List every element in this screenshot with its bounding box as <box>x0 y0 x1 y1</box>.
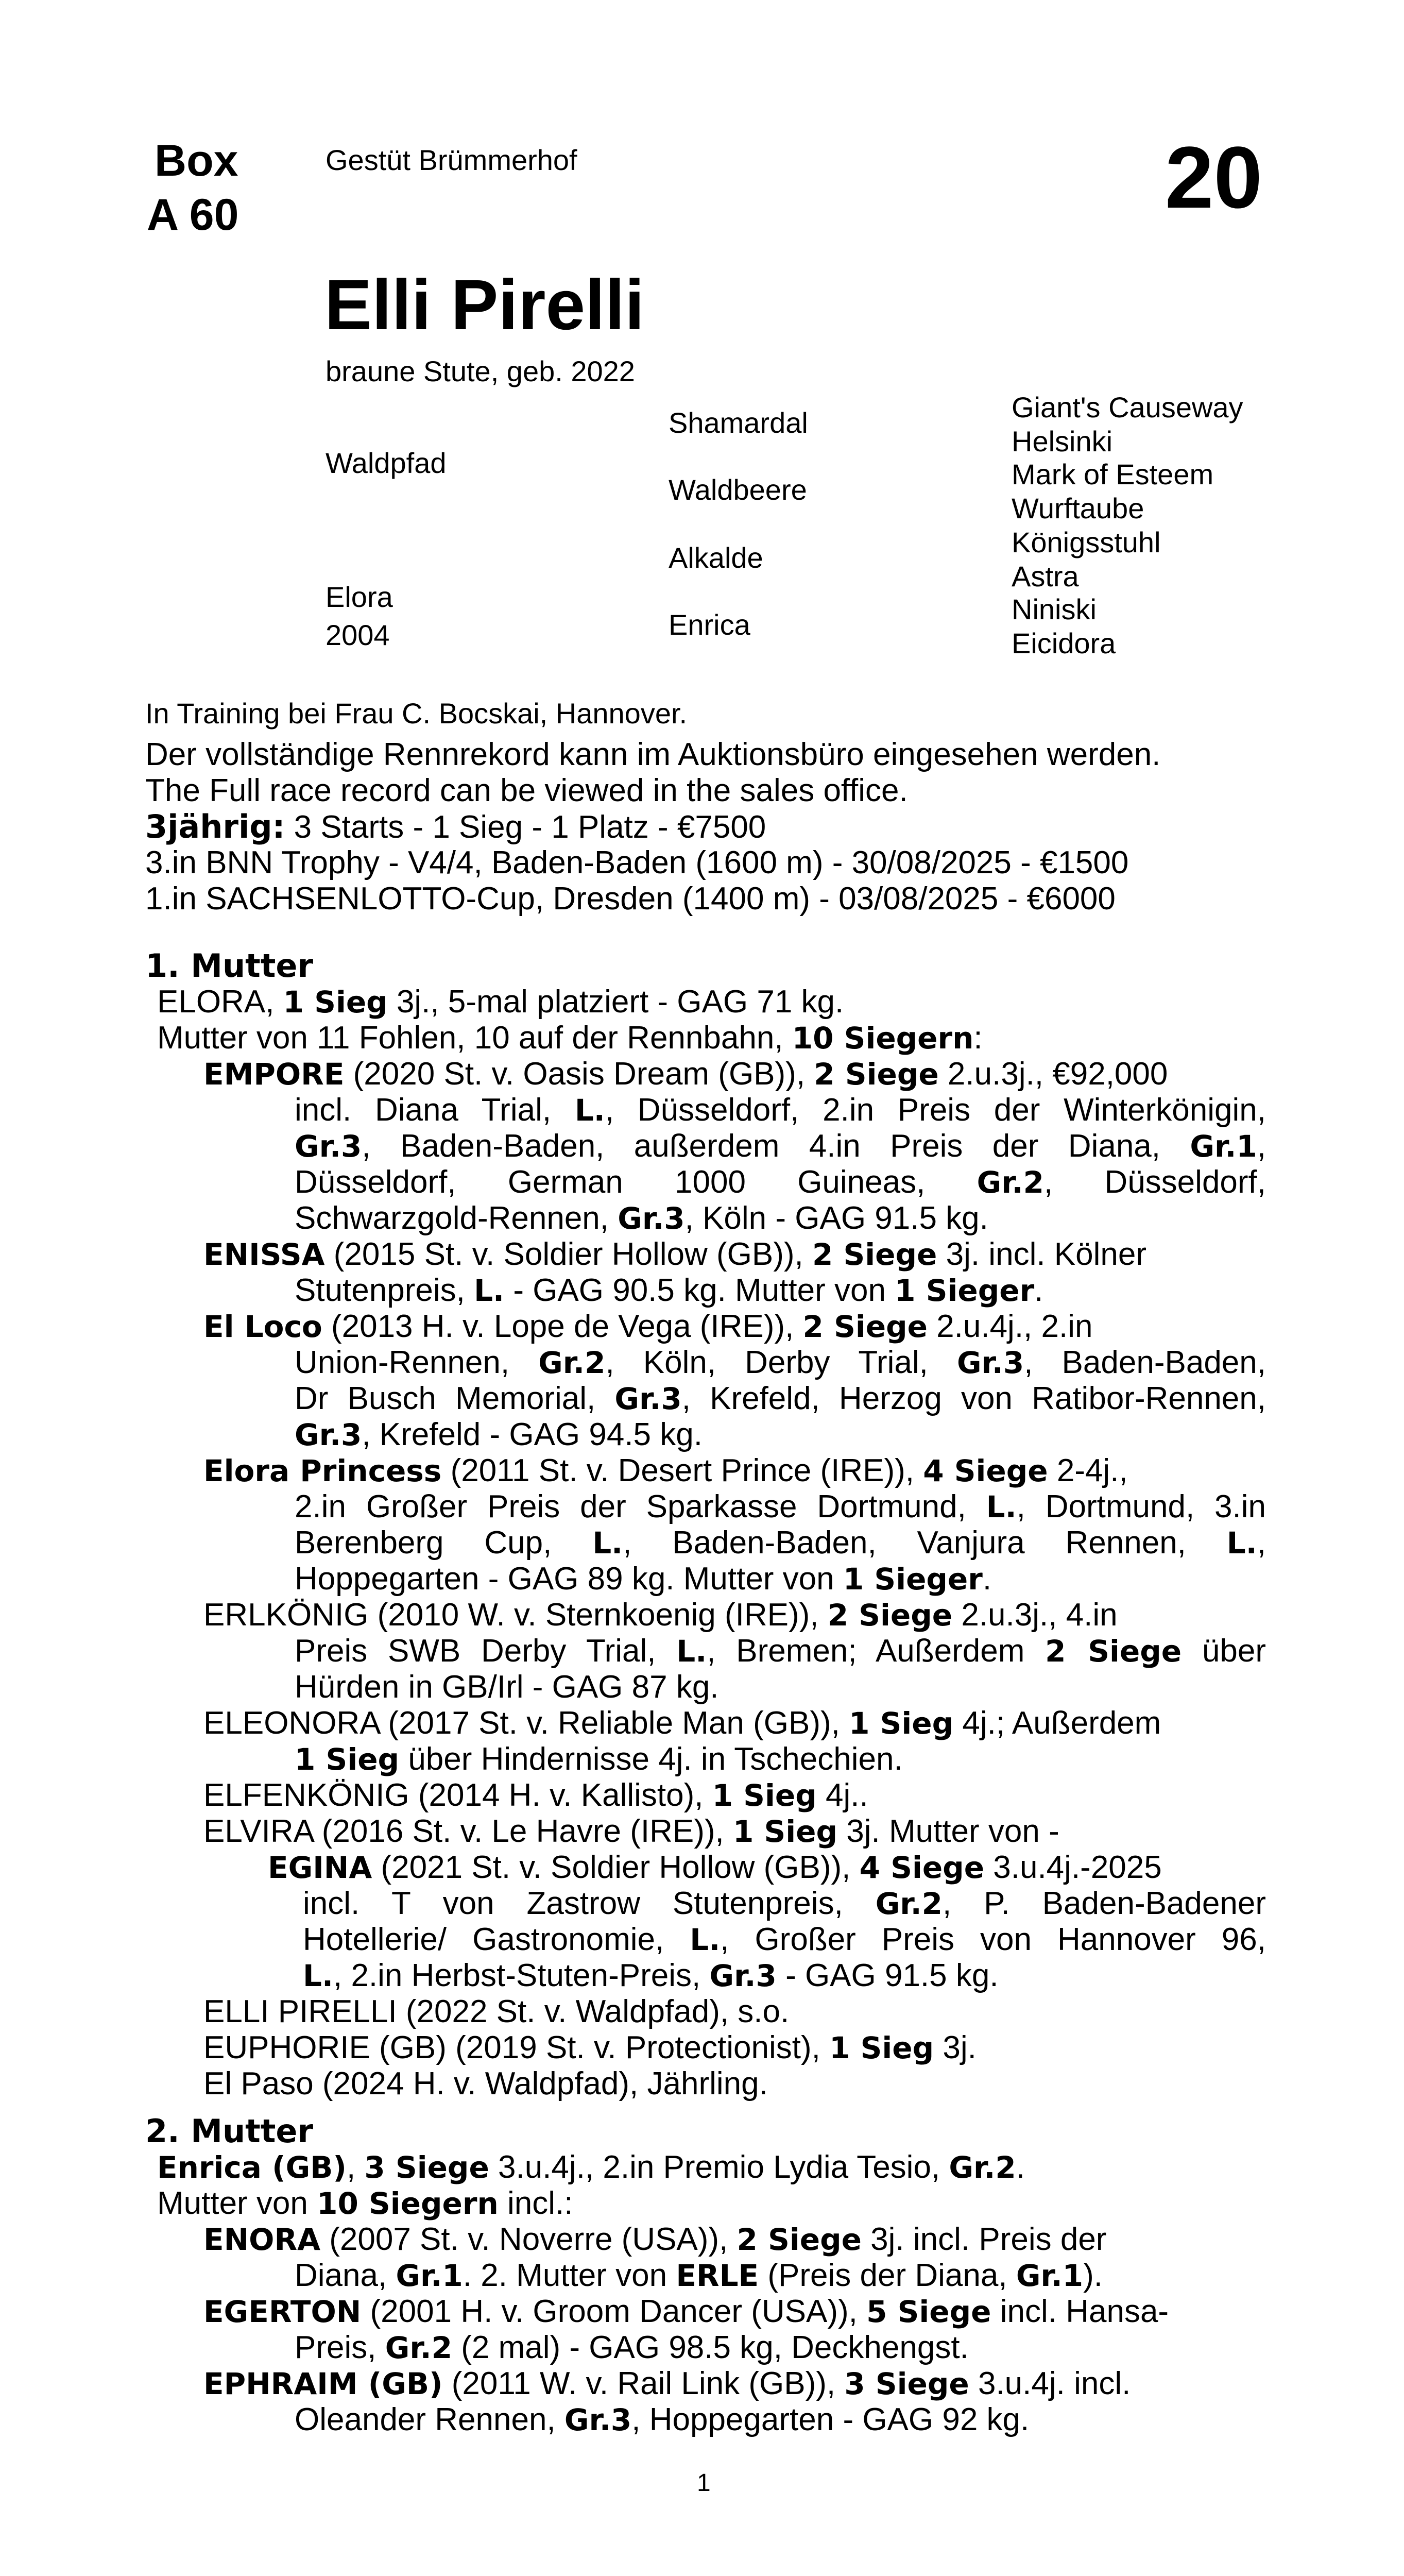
text: (2 mal) - GAG 98.5 kg, Deckhengst. <box>452 2330 969 2365</box>
text: Mutter von <box>157 2185 317 2221</box>
text: incl. Diana Trial, <box>295 1092 575 1128</box>
text: ELVIRA (2016 St. v. Le Havre (IRE)), <box>203 1814 733 1849</box>
text: Hoppegarten - GAG 89 kg. Mutter von <box>295 1561 843 1597</box>
pedigree-g3-6: Astra <box>1012 560 1079 592</box>
text: , Hoppegarten - GAG 92 kg. <box>631 2402 1030 2437</box>
age-label: 3jährig: <box>145 808 285 845</box>
text: über <box>1182 1633 1266 1669</box>
race-record-note-de: Der vollständige Rennrekord kann im Auktionsbüro eingesehen werden. <box>145 737 1161 772</box>
text-line <box>203 2294 1169 2330</box>
race-record-note-en: The Full race record can be viewed in the sales office. <box>145 773 908 808</box>
text-line <box>203 2222 1106 2258</box>
text: Hürden in GB/Irl - GAG 87 kg. <box>295 1669 719 1705</box>
pedigree-dam-sire: Alkalde <box>669 541 763 574</box>
text: 2.in Großer Preis der Sparkasse Dortmund, <box>295 1489 986 1524</box>
text: 3j., 5-mal platziert - GAG 71 kg. <box>387 984 844 1020</box>
text-line <box>295 2330 969 2366</box>
text: 2-4j., <box>1048 1453 1128 1488</box>
text: , Großer Preis von Hannover 96, <box>720 1922 1266 1957</box>
text: , <box>1257 1128 1266 1164</box>
text: 2.u.4j., 2.in <box>927 1309 1093 1344</box>
age-summary: 3 Starts - 1 Sieg - 1 Platz - €7500 <box>294 809 766 845</box>
text: 3j. incl. Kölner <box>937 1236 1147 1272</box>
text-line <box>295 1345 1266 1381</box>
text: Hotellerie/ Gastronomie, <box>303 1922 690 1957</box>
text-line <box>295 1128 1266 1164</box>
text: : <box>973 1020 983 1056</box>
bold-text: Gr.2 <box>385 2330 453 2365</box>
text: , Baden-Baden, Vanjura Rennen, <box>623 1525 1227 1561</box>
text-line <box>203 1705 1161 1741</box>
text: Preis SWB Derby Trial, <box>295 1633 677 1669</box>
bold-text: 4 Siege <box>923 1453 1048 1488</box>
bold-text: 2 Siege <box>827 1598 953 1633</box>
text: ELLI PIRELLI (2022 St. v. Waldpfad), s.o. <box>203 1994 790 2029</box>
text-line <box>295 1741 903 1777</box>
text: Stutenpreis, <box>295 1273 474 1308</box>
text: 3.u.4j.-2025 <box>984 1850 1162 1885</box>
bold-text: Gr.3 <box>618 1201 685 1236</box>
text-line <box>295 2402 1029 2438</box>
bold-text: L. <box>303 1958 333 1993</box>
text: ). <box>1083 2258 1103 2293</box>
text: ELORA, <box>157 984 283 1020</box>
first-dam-heading: 1. Mutter <box>145 947 314 985</box>
text-line <box>268 1850 1162 1886</box>
text-line <box>203 1236 1146 1273</box>
text-line <box>295 1417 703 1453</box>
pedigree-sire-sire: Shamardal <box>669 406 808 439</box>
race-result: 1.in SACHSENLOTTO-Cup, Dresden (1400 m) - 03/08/2025 - €6000 <box>145 881 1116 917</box>
text-line <box>203 2030 977 2066</box>
bold-text: EMPORE <box>203 1057 345 1092</box>
bold-text: 1 Sieg <box>295 1742 400 1777</box>
text: ELEONORA (2017 St. v. Reliable Man (GB)), <box>203 1705 849 1741</box>
text: Dr Busch Memorial, <box>295 1381 615 1416</box>
text: , Köln, Derby Trial, <box>605 1345 957 1380</box>
bold-text: EGINA <box>268 1850 372 1885</box>
text: Berenberg Cup, <box>295 1525 593 1561</box>
text: - GAG 90.5 kg. Mutter von <box>504 1273 895 1308</box>
text-line <box>295 1164 1266 1200</box>
pedigree-g3-8: Eicidora <box>1012 627 1116 659</box>
bold-text: Gr.2 <box>875 1886 943 1921</box>
bold-text: Gr.3 <box>564 2402 632 2437</box>
race-record <box>145 737 1160 917</box>
pedigree-g3-7: Niniski <box>1012 593 1097 625</box>
race-record-summary <box>145 809 1160 845</box>
bold-text: L. <box>676 1634 707 1669</box>
text: . <box>1016 2149 1025 2185</box>
bold-text: L. <box>1226 1526 1257 1561</box>
bold-text: El Loco <box>203 1309 322 1344</box>
text: 4j.. <box>816 1777 868 1813</box>
bold-text: 1 Sieg <box>283 985 388 1020</box>
text: EUPHORIE (GB) (2019 St. v. Protectionist), <box>203 2030 830 2065</box>
bold-text: 1 Sieger <box>895 1273 1035 1308</box>
pedigree-sire: Waldpfad <box>326 447 447 479</box>
box-number: A 60 <box>147 190 239 240</box>
text: , <box>1257 1525 1266 1561</box>
text-line <box>295 1633 1266 1669</box>
text-line <box>203 1814 1059 1850</box>
text: über Hindernisse 4j. in Tschechien. <box>399 1741 903 1777</box>
text-line <box>295 1525 1266 1561</box>
bold-text: ENORA <box>203 2222 321 2257</box>
bold-text: L. <box>574 1093 605 1128</box>
text: , Baden-Baden, außerdem 4.in Preis der Diana, <box>362 1128 1190 1164</box>
text: ELFENKÖNIG (2014 H. v. Kallisto), <box>203 1777 712 1813</box>
bold-text: Gr.3 <box>709 1958 777 1993</box>
text: incl. Hansa- <box>991 2294 1169 2329</box>
text: Schwarzgold-Rennen, <box>295 1200 618 1236</box>
text-line <box>295 1669 719 1705</box>
training-info: In Training bei Frau C. Bocskai, Hannover. <box>145 697 688 730</box>
text-line <box>203 1309 1092 1345</box>
bold-text: Gr.1 <box>1190 1129 1257 1164</box>
text: 2.u.3j., €92,000 <box>938 1056 1168 1092</box>
text: 4j.; Außerdem <box>953 1705 1161 1741</box>
bold-text: 4 Siege <box>859 1850 985 1885</box>
race-result: 3.in BNN Trophy - V4/4, Baden-Baden (1600 m) - 30/08/2025 - €1500 <box>145 845 1129 880</box>
bold-text: 2 Siege <box>814 1057 939 1092</box>
text: incl. T von Zastrow Stutenpreis, <box>303 1886 876 1921</box>
bold-text: 2 Siege <box>737 2222 862 2257</box>
text: Mutter von 11 Fohlen, 10 auf der Rennbahn, <box>157 1020 792 1056</box>
text-line <box>203 1777 868 1814</box>
text: (2001 H. v. Groom Dancer (USA)), <box>361 2294 867 2329</box>
bold-text: Gr.2 <box>977 1165 1044 1200</box>
bold-text: Gr.1 <box>396 2258 463 2293</box>
bold-text: L. <box>474 1273 505 1308</box>
text: - GAG 91.5 kg. <box>776 1958 999 1993</box>
pedigree-dam: Elora <box>326 581 393 613</box>
text: 3j. incl. Preis der <box>861 2222 1107 2257</box>
text-line <box>203 1597 1118 1633</box>
box-label: Box <box>155 136 238 185</box>
bold-text: Elora Princess <box>203 1453 442 1488</box>
lot-number: 20 <box>1165 129 1262 227</box>
pedigree-g3-3: Mark of Esteem <box>1012 458 1214 490</box>
pedigree-g3-5: Königsstuhl <box>1012 526 1161 558</box>
text: 3j. Mutter von - <box>837 1814 1059 1849</box>
text-line <box>295 1381 1266 1417</box>
pedigree-dam-year: 2004 <box>326 619 390 651</box>
bold-text: Gr.2 <box>949 2150 1016 2185</box>
bold-text: L. <box>690 1922 721 1957</box>
text-line <box>203 2366 1131 2402</box>
text-line <box>295 1489 1266 1525</box>
text: Düsseldorf, German 1000 Guineas, <box>295 1164 977 1200</box>
text: , Krefeld, Herzog von Ratibor-Rennen, <box>681 1381 1266 1416</box>
text: (Preis der Diana, <box>759 2258 1016 2293</box>
bold-text: 1 Sieger <box>843 1562 983 1597</box>
text: Union-Rennen, <box>295 1345 539 1380</box>
text: ERLKÖNIG (2010 W. v. Sternkoenig (IRE)), <box>203 1597 828 1633</box>
bold-text: Gr.3 <box>295 1417 362 1452</box>
text: , 2.in Herbst-Stuten-Preis, <box>333 1958 710 1993</box>
bold-text: ERLE <box>676 2258 759 2293</box>
text: , P. Baden-Badener <box>943 1886 1266 1921</box>
text-line <box>295 1273 1043 1309</box>
text: , Krefeld - GAG 94.5 kg. <box>362 1417 703 1452</box>
horse-description: braune Stute, geb. 2022 <box>326 355 635 387</box>
text: 3.u.4j., 2.in Premio Lydia Tesio, <box>489 2149 949 2185</box>
text: . 2. Mutter von <box>463 2258 676 2293</box>
bold-text: Gr.3 <box>614 1381 682 1416</box>
pedigree-g3-1: Giant's Causeway <box>1012 391 1243 423</box>
text: (2011 St. v. Desert Prince (IRE)), <box>441 1453 923 1488</box>
bold-text: Gr.1 <box>1016 2258 1084 2293</box>
text-line <box>157 2149 1025 2185</box>
text-line <box>203 2066 768 2102</box>
pedigree-g3-2: Helsinki <box>1012 425 1113 457</box>
bold-text: ENISSA <box>203 1237 325 1272</box>
bold-text: 3 Siege <box>844 2366 969 2401</box>
text: (2021 St. v. Soldier Hollow (GB)), <box>372 1850 860 1885</box>
bold-text: EGERTON <box>203 2294 362 2329</box>
text: . <box>982 1561 992 1597</box>
text-line <box>295 2258 1103 2294</box>
text: , <box>346 2149 365 2185</box>
text-line <box>303 1958 999 1994</box>
text: , Bremen; Außerdem <box>707 1633 1046 1669</box>
bold-text: 5 Siege <box>866 2294 991 2329</box>
text: (2015 St. v. Soldier Hollow (GB)), <box>324 1236 812 1272</box>
text: . <box>1034 1273 1043 1308</box>
text-line <box>303 1922 1266 1958</box>
pedigree-g3-4: Wurftaube <box>1012 492 1144 524</box>
text-line <box>203 1994 789 2030</box>
text-line <box>157 2185 573 2222</box>
bold-text: 2 Siege <box>1045 1634 1182 1669</box>
horse-name: Elli Pirelli <box>324 265 645 345</box>
bold-text: EPHRAIM (GB) <box>203 2366 443 2401</box>
bold-text: 10 Siegern <box>792 1021 974 1056</box>
bold-text: 1 Sieg <box>732 1814 838 1849</box>
text: (2020 St. v. Oasis Dream (GB)), <box>344 1056 814 1092</box>
text: 3.u.4j. incl. <box>969 2366 1131 2401</box>
second-dam-heading: 2. Mutter <box>145 2112 314 2150</box>
bold-text: Gr.3 <box>956 1345 1024 1380</box>
bold-text: 2 Siege <box>802 1309 928 1344</box>
text: Oleander Rennen, <box>295 2402 564 2437</box>
text: , Düsseldorf, 2.in Preis der Winterkönigin, <box>605 1092 1266 1128</box>
text-line <box>295 1561 991 1597</box>
bold-text: 1 Sieg <box>829 2030 934 2065</box>
text: 2.u.3j., 4.in <box>952 1597 1118 1633</box>
text-line <box>295 1092 1266 1128</box>
text: Diana, <box>295 2258 396 2293</box>
text: , Dortmund, 3.in <box>1016 1489 1266 1524</box>
bold-text: 1 Sieg <box>712 1778 817 1813</box>
pedigree-sire-dam: Waldbeere <box>669 473 807 506</box>
bold-text: 2 Siege <box>812 1237 937 1272</box>
page-number: 1 <box>697 2469 711 2497</box>
bold-text: Gr.2 <box>538 1345 606 1380</box>
bold-text: 10 Siegern <box>317 2186 499 2221</box>
text-line <box>203 1056 1168 1092</box>
bold-text: L. <box>592 1526 623 1561</box>
text: (2007 St. v. Noverre (USA)), <box>320 2222 737 2257</box>
text: Preis, <box>295 2330 385 2365</box>
breeder: Gestüt Brümmerhof <box>326 144 577 176</box>
text: , Düsseldorf, <box>1043 1164 1266 1200</box>
bold-text: 1 Sieg <box>849 1706 954 1741</box>
bold-text: Gr.3 <box>295 1129 362 1164</box>
text: , Baden-Baden, <box>1024 1345 1266 1380</box>
text-line <box>203 1453 1128 1489</box>
text: 3j. <box>934 2030 977 2065</box>
pedigree-dam-dam: Enrica <box>669 608 750 641</box>
text: , Köln - GAG 91.5 kg. <box>684 1200 988 1236</box>
bold-text: Enrica (GB) <box>157 2150 347 2185</box>
text: (2013 H. v. Lope de Vega (IRE)), <box>322 1309 803 1344</box>
text: (2011 W. v. Rail Link (GB)), <box>442 2366 845 2401</box>
bold-text: L. <box>986 1489 1017 1524</box>
text-line <box>295 1200 988 1236</box>
text-line <box>303 1886 1266 1922</box>
text: incl.: <box>498 2185 573 2221</box>
text-line <box>157 1020 983 1056</box>
bold-text: 3 Siege <box>364 2150 489 2185</box>
text: El Paso (2024 H. v. Waldpfad), Jährling. <box>203 2066 768 2102</box>
text-line <box>157 984 844 1020</box>
